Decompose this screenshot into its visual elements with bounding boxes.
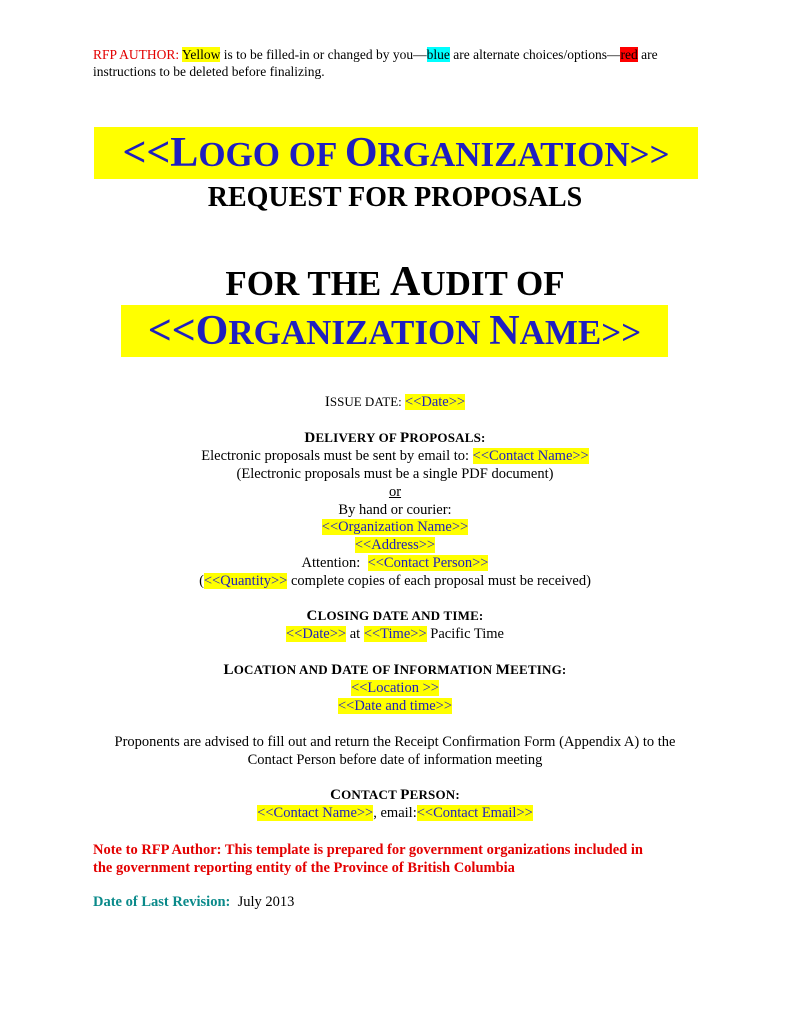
meeting-datetime-line: [0, 697, 790, 715]
issue-cap: I: [324, 394, 330, 410]
logo-placeholder: [94, 127, 698, 179]
delivery-pdf-note: (Electronic proposals must be a single PDF document): [236, 466, 554, 482]
delivery-or: or: [388, 484, 402, 500]
delivery-copies-value: <<Quantity>>: [203, 573, 288, 589]
delivery-attention-line: [0, 554, 790, 572]
meeting-heading: [0, 661, 790, 679]
delivery-heading: [0, 429, 790, 447]
organization-name-placeholder: [121, 305, 668, 357]
delivery-org-line: [0, 518, 790, 536]
header-prefix: RFP AUTHOR:: [93, 47, 183, 62]
contact-cap1: C: [330, 787, 342, 803]
meeting-datetime-value: <<Date and time>>: [337, 698, 453, 714]
delivery-attention-value: <<Contact Person>>: [367, 555, 489, 571]
closing-date-value: <<Date>>: [286, 626, 347, 642]
audit-part1: FOR THE: [225, 264, 391, 303]
meeting-cap3: I: [393, 662, 400, 678]
closing-at: at: [346, 626, 364, 642]
delivery-copies-line: [0, 572, 790, 590]
revision-value: July 2013: [230, 894, 295, 910]
logo-open: <<L: [122, 130, 199, 176]
meeting-location-line: [0, 679, 790, 697]
delivery-copies-text: complete copies of each proposal must be received): [287, 573, 591, 589]
logo-part2: RGANIZATION>>: [377, 135, 670, 174]
contact-line: [0, 804, 790, 822]
delivery-email-text: Electronic proposals must be sent by email to:: [201, 448, 473, 464]
rfp-title: REQUEST FOR PROPOSALS: [207, 182, 583, 213]
delivery-org-value: <<Organization Name>>: [321, 519, 469, 535]
delivery-email-value: <<Contact Name>>: [472, 448, 589, 464]
header-end1: are: [637, 47, 658, 62]
org-part1: RGANIZATION: [228, 313, 490, 352]
meeting-cap4: M: [495, 662, 511, 678]
meeting-h3: NFORMATION: [399, 662, 496, 677]
delivery-cap2: P: [400, 430, 410, 446]
closing-line: [0, 625, 790, 643]
audit-part2: UDIT OF: [420, 264, 565, 303]
delivery-attention-label: Attention:: [301, 555, 368, 571]
delivery-email-line: [0, 447, 790, 465]
issue-date-value: <<Date>>: [405, 394, 466, 410]
author-note-line1: Note to RFP Author: This template is prepared for government organizations included in: [93, 842, 643, 858]
meeting-cap1: L: [223, 662, 234, 678]
author-note: [93, 841, 713, 877]
contact-h2: ERSON:: [409, 787, 460, 802]
audit-cap: A: [390, 259, 421, 305]
org-part2: AME>>: [519, 313, 642, 352]
issue-label: SSUE DATE:: [329, 394, 406, 409]
org-open: <<O: [147, 308, 229, 354]
contact-email-label: , email:: [373, 805, 417, 821]
issue-date-line: [0, 393, 790, 411]
audit-title: [0, 258, 790, 308]
meeting-h4: EETING:: [510, 662, 567, 677]
advice-line2: Contact Person before date of information meeting: [247, 752, 543, 768]
contact-cap2: P: [400, 787, 410, 803]
header-instructions: [93, 46, 713, 80]
meeting-location-value: <<Location >>: [351, 680, 439, 696]
closing-time-value: <<Time>>: [363, 626, 427, 642]
closing-heading: [0, 607, 790, 625]
closing-tz: Pacific Time: [426, 626, 504, 642]
header-mid2: are alternate choices/options—: [449, 47, 621, 62]
delivery-cap1: D: [304, 430, 316, 446]
revision-line: [93, 893, 294, 911]
revision-label: Date of Last Revision:: [93, 894, 231, 910]
meeting-h1: OCATION AND: [233, 662, 332, 677]
logo-cap2: O: [344, 130, 378, 176]
contact-heading: [0, 786, 790, 804]
logo-part1: OGO OF: [198, 135, 345, 174]
contact-h1: ONTACT: [341, 787, 401, 802]
delivery-address-value: <<Address>>: [354, 537, 436, 553]
header-mid1: is to be filled-in or changed by you—: [220, 47, 427, 62]
red-sample: red: [620, 47, 638, 62]
header-line2: instructions to be deleted before finalizing.: [93, 64, 325, 79]
delivery-address-line: [0, 536, 790, 554]
closing-h1: LOSING DATE AND TIME:: [317, 608, 484, 623]
delivery-hand: By hand or courier:: [338, 502, 452, 518]
meeting-h2: ATE OF: [342, 662, 394, 677]
author-note-line2: the government reporting entity of the Province of British Columbia: [93, 860, 515, 876]
closing-cap1: C: [306, 608, 318, 624]
delivery-copies-open: (: [199, 573, 204, 589]
delivery-h1: ELIVERY OF: [315, 430, 401, 445]
contact-name-value: <<Contact Name>>: [257, 805, 374, 821]
contact-email-value: <<Contact Email>>: [416, 805, 533, 821]
blue-sample: blue: [426, 47, 450, 62]
advice-line1: Proponents are advised to fill out and return the Receipt Confirmation Form (Appendix A) to the: [114, 734, 676, 750]
delivery-h2: ROPOSALS:: [409, 430, 486, 445]
org-cap2: N: [489, 308, 520, 354]
yellow-sample: Yellow: [182, 47, 221, 62]
meeting-cap2: D: [331, 662, 343, 678]
